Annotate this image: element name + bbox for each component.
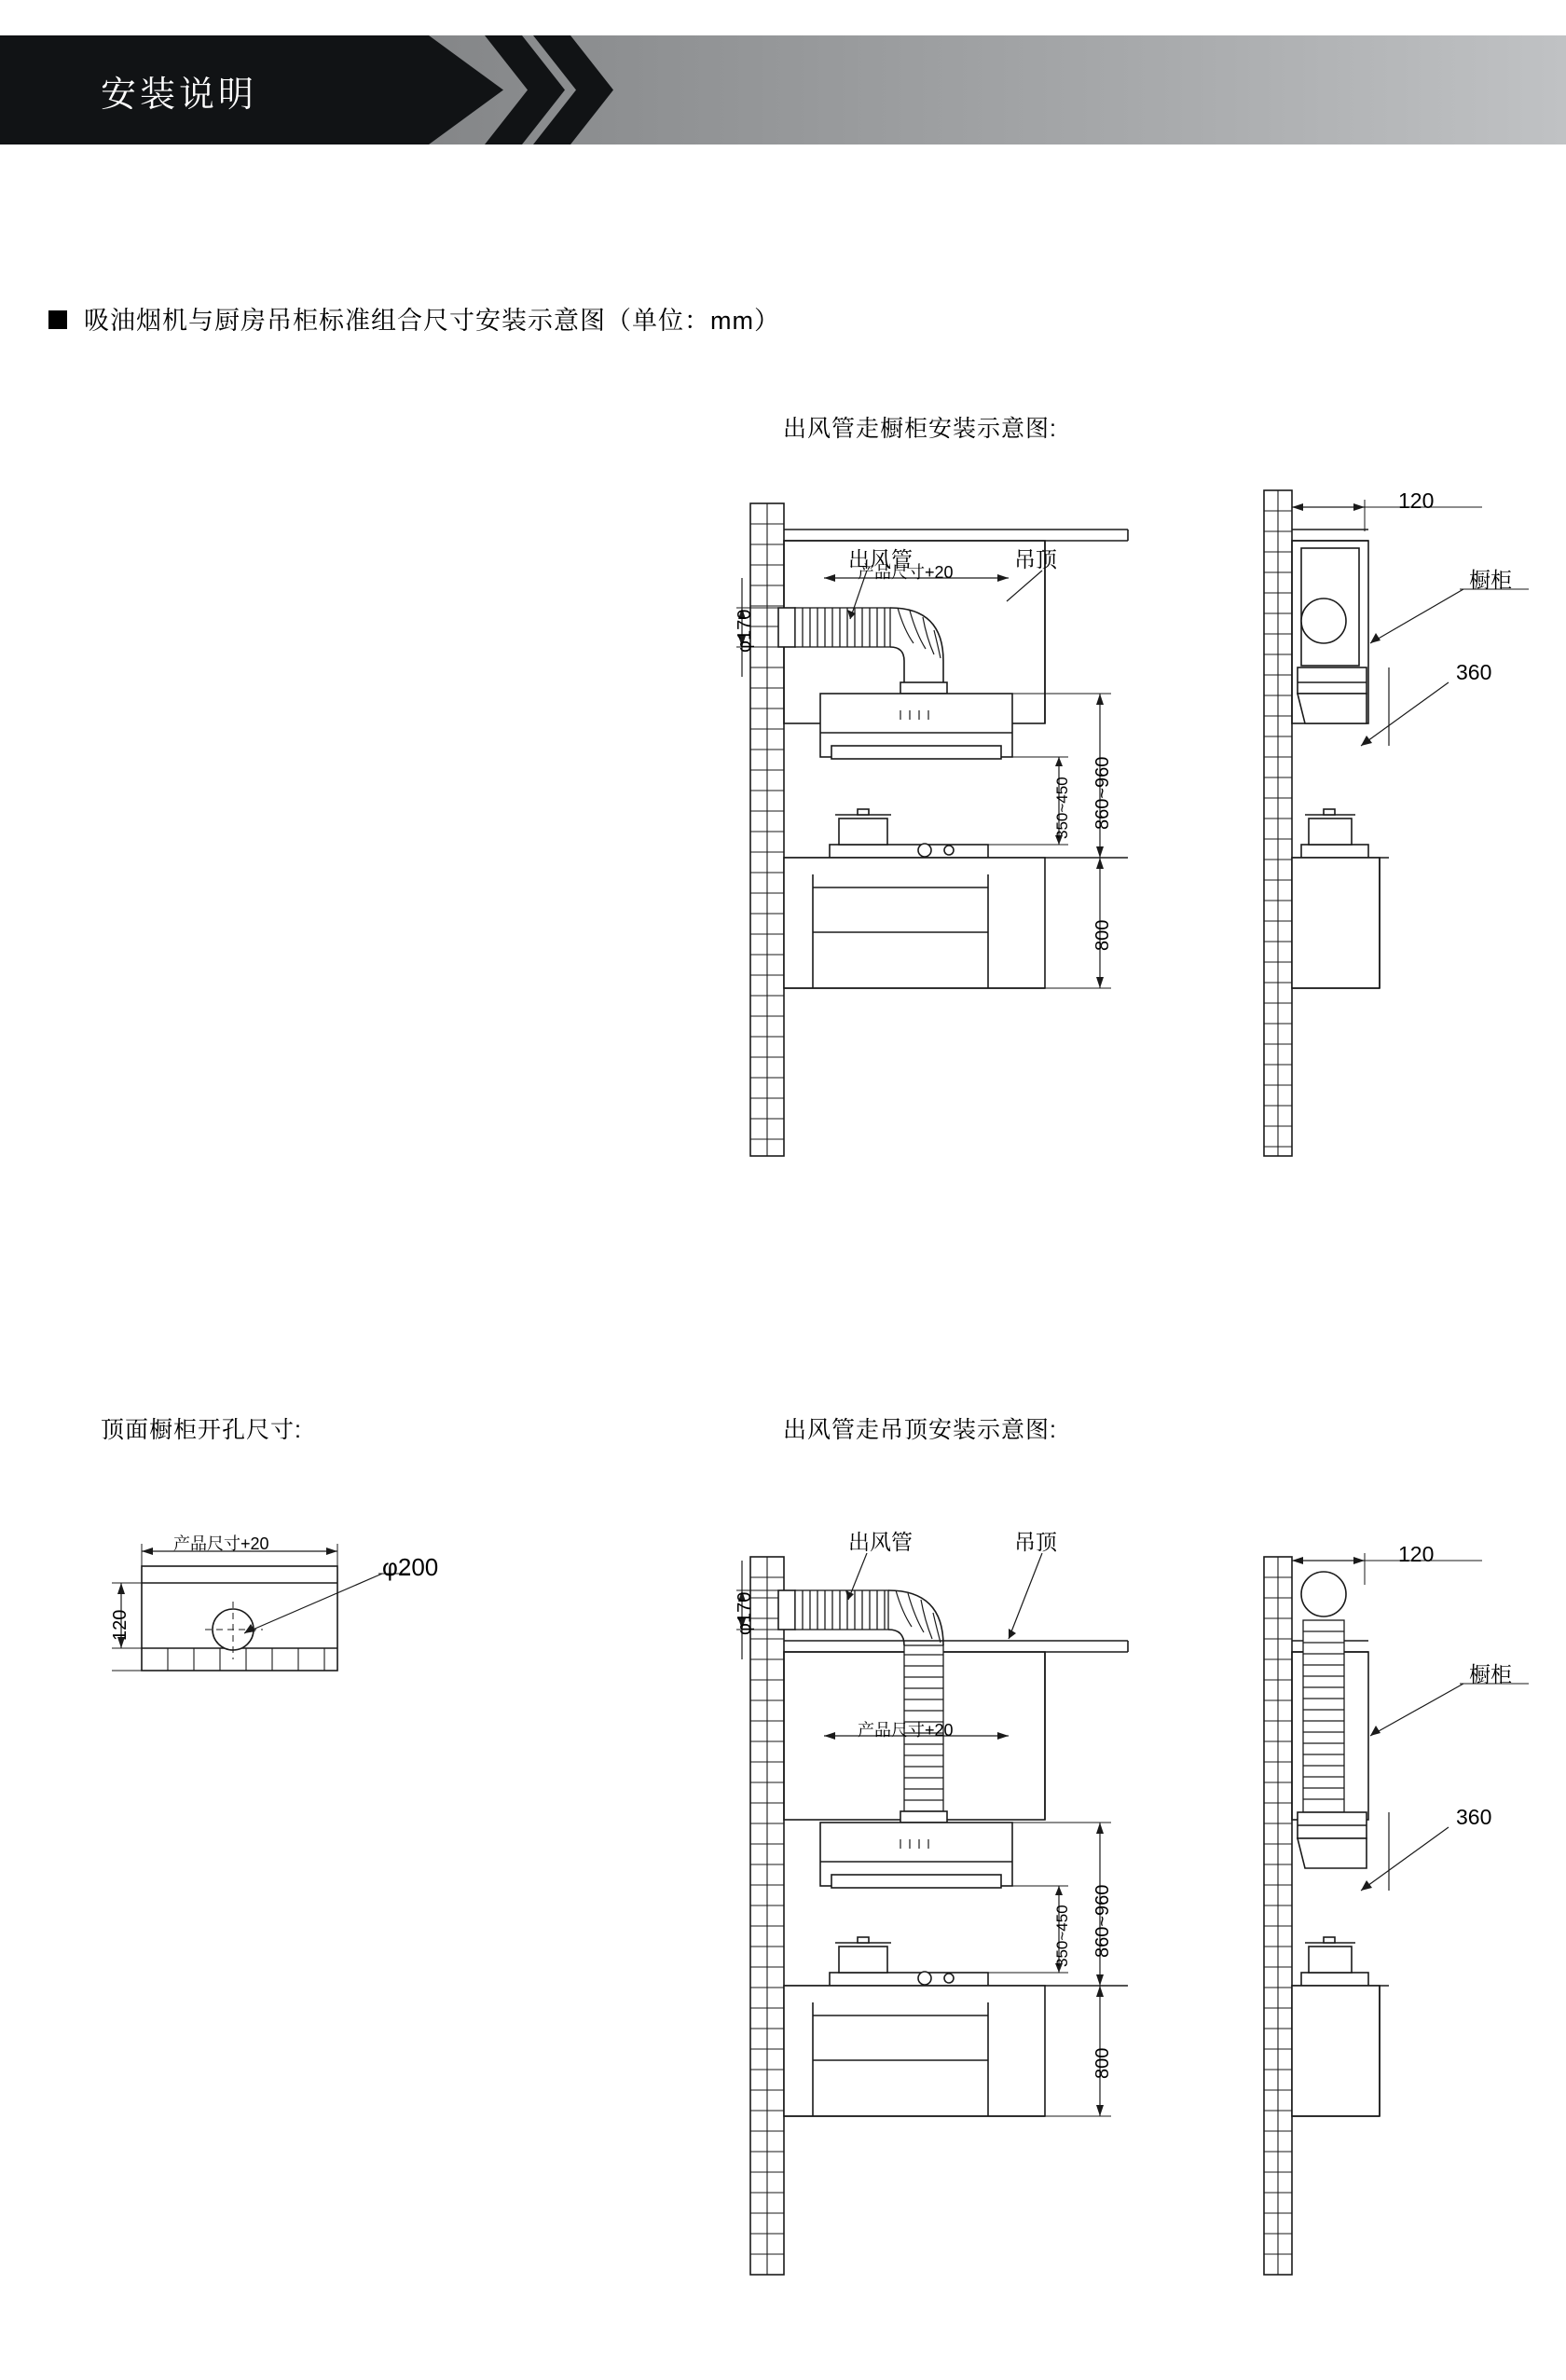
caption-duct-through-ceiling: 出风管走吊顶安装示意图: [783,1417,1057,1443]
dim-opening-hole: φ200 [382,1553,439,1581]
dim-hole-diameter: φ170 [735,1591,755,1635]
figure-top-cabinet-opening [103,1510,550,1753]
label-ceiling: 吊顶 [1014,1530,1057,1554]
dim-counter-height: 800 [1092,2047,1113,2079]
dim-side-depth: 360 [1456,660,1492,684]
dim-side-depth-top: 120 [1398,488,1435,513]
label-cabinet: 橱柜 [1469,568,1512,592]
dim-opening-depth: 120 [110,1609,130,1641]
dim-counter-height: 800 [1092,919,1113,951]
dim-product-width: 产品尺寸+20 [858,563,954,582]
caption-top-cabinet-opening: 顶面橱柜开孔尺寸: [101,1417,302,1443]
page-header [0,0,1566,144]
figure-duct-ceiling-front-view [727,1492,1249,2284]
section-heading: 吸油烟机与厨房吊柜标准组合尺寸安装示意图（单位：mm） [84,307,780,335]
label-cabinet: 橱柜 [1469,1662,1512,1686]
dim-hood-to-stove: 350~450 [1053,777,1071,839]
dim-opening-product-width: 产品尺寸+20 [173,1534,269,1553]
dim-side-depth-top: 120 [1398,1542,1435,1566]
dim-side-depth: 360 [1456,1805,1492,1829]
dim-hood-height: 860~960 [1092,756,1113,830]
caption-duct-through-cabinet: 出风管走橱柜安装示意图: [783,416,1057,442]
dim-product-width: 产品尺寸+20 [858,1721,954,1740]
label-ceiling: 吊顶 [1014,547,1057,571]
section-bullet-icon [48,310,67,329]
dim-hood-to-stove: 350~450 [1053,1905,1071,1967]
dim-hole-diameter: φ170 [735,609,755,653]
label-duct: 出风管 [848,1530,913,1554]
figure-duct-cabinet-front-view [727,466,1249,1175]
dim-hood-height: 860~960 [1092,1884,1113,1958]
label-duct: 出风管 [848,547,913,571]
figure-duct-cabinet-side-view [1249,466,1557,1175]
figure-duct-ceiling-side-view [1249,1492,1557,2284]
page-title: 安装说明 [101,76,258,115]
